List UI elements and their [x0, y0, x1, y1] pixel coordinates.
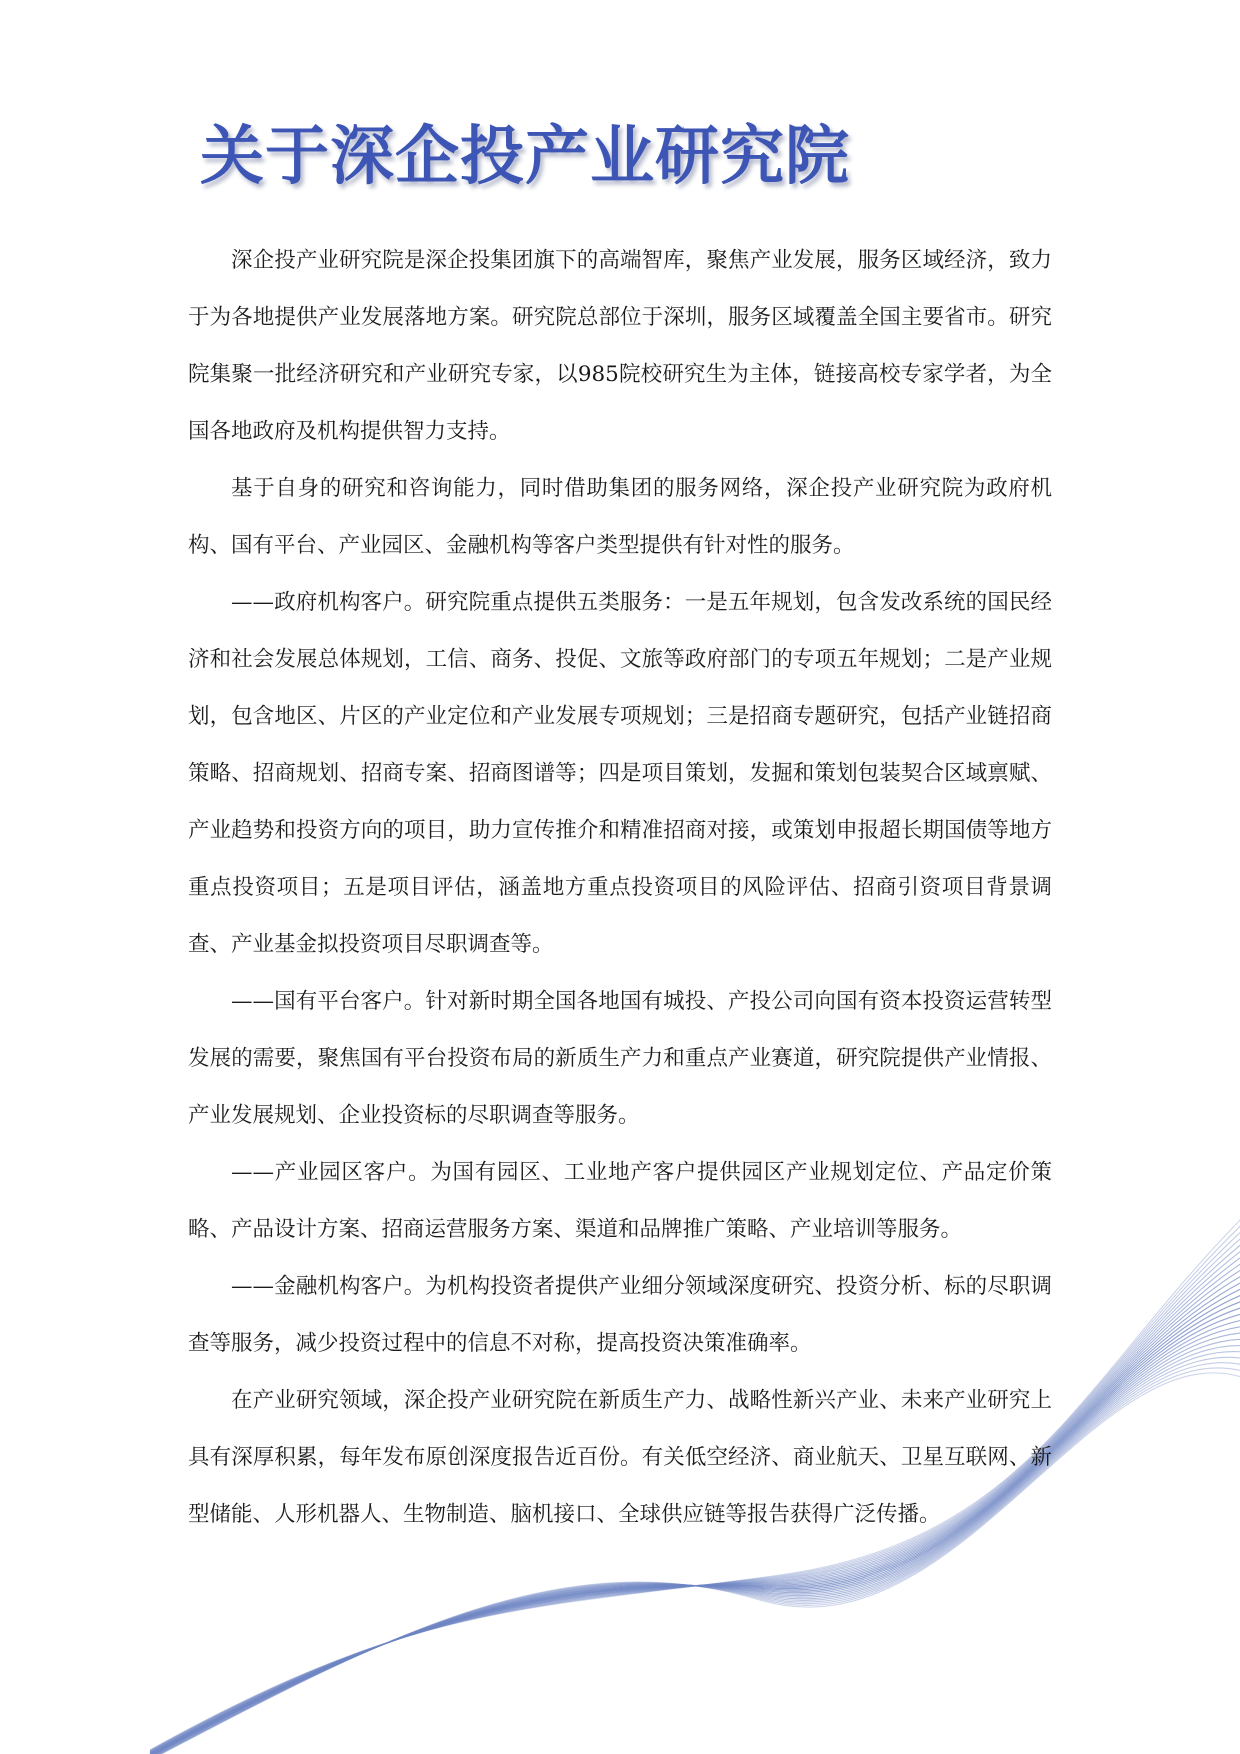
paragraph: ——国有平台客户。针对新时期全国各地国有城投、产投公司向国有资本投资运营转型发展的需要，聚焦国有平台投资布局的新质生产力和重点产业赛道，研究院提供产业情报、产业发展规划、企业投资标的尽职调查等服务。 [188, 989, 1052, 1128]
paragraph: ——产业园区客户。为国有园区、工业地产客户提供园区产业规划定位、产品定价策略、产品设计方案、招商运营服务方案、渠道和品牌推广策略、产业培训等服务。 [188, 1160, 1052, 1242]
paragraph: 基于自身的研究和咨询能力，同时借助集团的服务网络，深企投产业研究院为政府机构、国有平台、产业园区、金融机构等客户类型提供有针对性的服务。 [188, 476, 1052, 558]
body-text [188, 232, 1052, 1543]
page-title: 关于深企投产业研究院 [200, 120, 850, 194]
paragraph: 深企投产业研究院是深企投集团旗下的高端智库，聚焦产业发展，服务区域经济，致力于为各地提供产业发展落地方案。研究院总部位于深圳，服务区域覆盖全国主要省市。研究院集聚一批经济研究和产业研究专家，以985院校研究生为主体，链接高校专家学者，为全国各地政府及机构提供智力支持。 [188, 248, 1052, 444]
paragraph: ——金融机构客户。为机构投资者提供产业细分领域深度研究、投资分析、标的尽职调查等服务，减少投资过程中的信息不对称，提高投资决策准确率。 [188, 1274, 1052, 1356]
paragraph: ——政府机构客户。研究院重点提供五类服务：一是五年规划，包含发改系统的国民经济和社会发展总体规划，工信、商务、投促、文旅等政府部门的专项五年规划；二是产业规划，包含地区、片区的产业定位和产业发展专项规划；三是招商专题研究，包括产业链招商策略、招商规划、招商专案、招商图谱等；四是项目策划，发掘和策划包装契合区域禀赋、产业趋势和投资方向的项目，助力宣传推介和精准招商对接，或策划申报超长期国债等地方重点投资项目；五是项目评估，涵盖地方重点投资项目的风险评估、招商引资项目背景调查、产业基金拟投资项目尽职调查等。 [188, 590, 1052, 957]
paragraph: 在产业研究领域，深企投产业研究院在新质生产力、战略性新兴产业、未来产业研究上具有深厚积累，每年发布原创深度报告近百份。有关低空经济、商业航天、卫星互联网、新型储能、人形机器人、生物制造、脑机接口、全球供应链等报告获得广泛传播。 [188, 1388, 1052, 1527]
